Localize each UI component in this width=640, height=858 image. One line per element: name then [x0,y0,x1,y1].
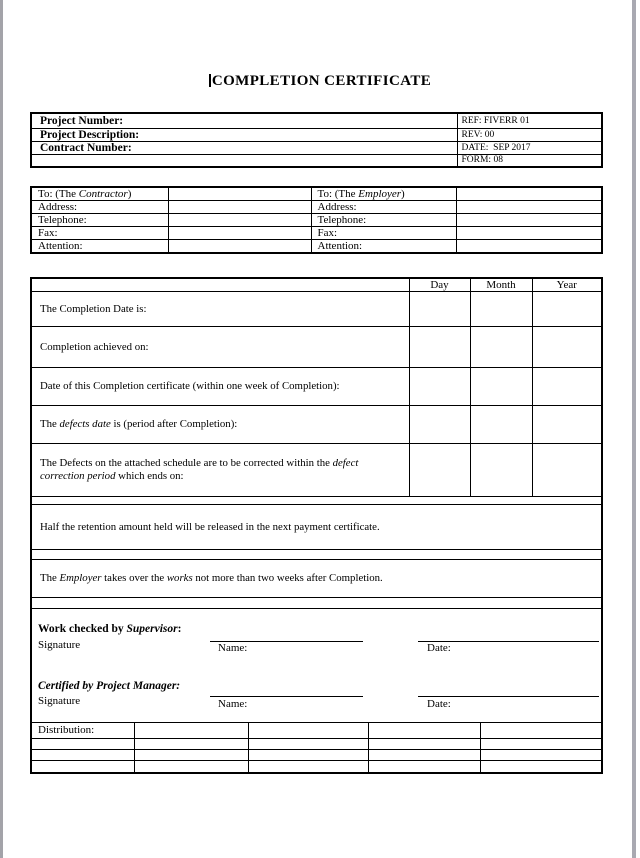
page-right-edge-shadow [632,0,636,858]
distribution-input-cell[interactable] [32,738,135,749]
manager-name-signature-line[interactable] [210,696,363,697]
ref-cell: REF: FIVERR 01 [457,113,602,128]
spacer-row [31,598,602,609]
defect-correction-label: The Defects on the attached schedule are to be corrected within the defect correction period which ends on: [31,444,409,497]
distribution-input-cell[interactable] [248,749,368,760]
contractor-address-label: Address: [31,201,168,214]
table-row [32,749,601,760]
year-input-cell[interactable] [532,292,602,327]
employer-name-input-cell[interactable] [456,187,602,201]
distribution-input-cell[interactable] [135,723,248,738]
project-info-table [30,112,603,168]
table-row [31,406,602,444]
employer-telephone-input-cell[interactable] [456,214,602,227]
distribution-section [31,723,602,774]
table-header-row [31,278,602,292]
day-input-cell[interactable] [409,444,470,497]
handover-statement: The Employer takes over the works not more than two weeks after Completion. [31,560,602,598]
month-input-cell[interactable] [470,368,532,406]
distribution-input-cell[interactable] [368,723,481,738]
employer-fax-label: Fax: [311,227,456,240]
distribution-input-cell[interactable] [248,738,368,749]
year-column-header: Year [532,278,602,292]
distribution-input-cell[interactable] [32,749,135,760]
table-row [31,201,602,214]
contractor-attention-input-cell[interactable] [168,240,311,254]
contractor-telephone-input-cell[interactable] [168,214,311,227]
distribution-input-cell[interactable] [135,738,248,749]
contract-number-cell[interactable]: Contract Number: [31,141,457,154]
employer-address-label: Address: [311,201,456,214]
distribution-input-cell[interactable] [135,760,248,772]
supervisor-name-label: Name: [218,642,248,654]
distribution-input-cell[interactable] [481,738,601,749]
distribution-input-cell[interactable] [481,760,601,772]
text-cursor-caret [209,74,211,87]
spacer-cell [31,598,602,609]
completion-achieved-label: Completion achieved on: [31,327,409,368]
signatures-section [31,609,602,723]
year-input-cell[interactable] [532,406,602,444]
spacer-cell [31,550,602,560]
table-row [31,141,602,154]
employer-telephone-label: Telephone: [311,214,456,227]
distribution-input-cell[interactable] [368,749,481,760]
page-title [0,73,640,90]
table-row [31,113,602,128]
table-row [32,760,601,772]
parties-table [30,186,603,254]
spacer-cell [31,497,602,505]
contractor-attention-label: Attention: [31,240,168,254]
distribution-label: Distribution: [32,723,135,738]
table-row [31,368,602,406]
date-cell: DATE: SEP 2017 [457,141,602,154]
employer-fax-input-cell[interactable] [456,227,602,240]
distribution-input-cell[interactable] [368,738,481,749]
contractor-fax-label: Fax: [31,227,168,240]
year-input-cell[interactable] [532,444,602,497]
supervisor-signature-label: Signature [38,639,81,651]
form-cell: FORM: 08 [457,154,602,167]
table-row [31,327,602,368]
completion-date-label: The Completion Date is: [31,292,409,327]
empty-cell[interactable] [31,154,457,167]
retention-statement: Half the retention amount held will be released in the next payment certificate. [31,505,602,550]
certificate-table [30,277,603,774]
contractor-fax-input-cell[interactable] [168,227,311,240]
supervisor-heading: Work checked by Supervisor: [38,623,182,635]
day-input-cell[interactable] [409,406,470,444]
page-title-text: COMPLETION CERTIFICATE [211,73,432,89]
table-row [31,214,602,227]
empty-header-cell [31,278,409,292]
table-row [31,187,602,201]
distribution-input-cell[interactable] [32,760,135,772]
month-input-cell[interactable] [470,292,532,327]
employer-address-input-cell[interactable] [456,201,602,214]
table-row [31,240,602,254]
to-employer-label: To: (The Employer) [311,187,456,201]
spacer-row [31,497,602,505]
table-row [31,154,602,167]
month-column-header: Month [470,278,532,292]
day-input-cell[interactable] [409,327,470,368]
day-input-cell[interactable] [409,292,470,327]
manager-signature-label: Signature [38,695,81,707]
table-row [31,227,602,240]
contractor-address-input-cell[interactable] [168,201,311,214]
distribution-table [32,723,601,772]
project-description-cell[interactable]: Project Description: [31,128,457,141]
signatures-row [31,609,602,723]
table-row [32,723,601,738]
table-row [32,738,601,749]
project-number-cell[interactable]: Project Number: [31,113,457,128]
table-row [31,444,602,497]
contractor-name-input-cell[interactable] [168,187,311,201]
table-row [31,560,602,598]
month-input-cell[interactable] [470,406,532,444]
certificate-date-label: Date of this Completion certificate (within one week of Completion): [31,368,409,406]
table-row [31,128,602,141]
month-input-cell[interactable] [470,327,532,368]
manager-date-signature-line[interactable] [418,696,599,697]
to-contractor-label: To: (The Contractor) [31,187,168,201]
manager-date-label: Date: [427,698,451,710]
year-input-cell[interactable] [532,368,602,406]
table-row [31,505,602,550]
distribution-input-cell[interactable] [135,749,248,760]
contractor-telephone-label: Telephone: [31,214,168,227]
rev-cell: REV: 00 [457,128,602,141]
employer-attention-label: Attention: [311,240,456,254]
day-column-header: Day [409,278,470,292]
day-input-cell[interactable] [409,368,470,406]
manager-heading: Certified by Project Manager: [38,680,181,692]
distribution-row [31,723,602,774]
manager-name-label: Name: [218,698,248,710]
distribution-input-cell[interactable] [481,749,601,760]
distribution-input-cell[interactable] [368,760,481,772]
supervisor-date-label: Date: [427,642,451,654]
employer-attention-input-cell[interactable] [456,240,602,254]
defects-date-label: The defects date is (period after Completion): [31,406,409,444]
table-row [31,292,602,327]
spacer-row [31,550,602,560]
distribution-input-cell[interactable] [248,723,368,738]
year-input-cell[interactable] [532,327,602,368]
distribution-input-cell[interactable] [248,760,368,772]
page-left-edge-shadow [0,0,3,858]
distribution-input-cell[interactable] [481,723,601,738]
month-input-cell[interactable] [470,444,532,497]
